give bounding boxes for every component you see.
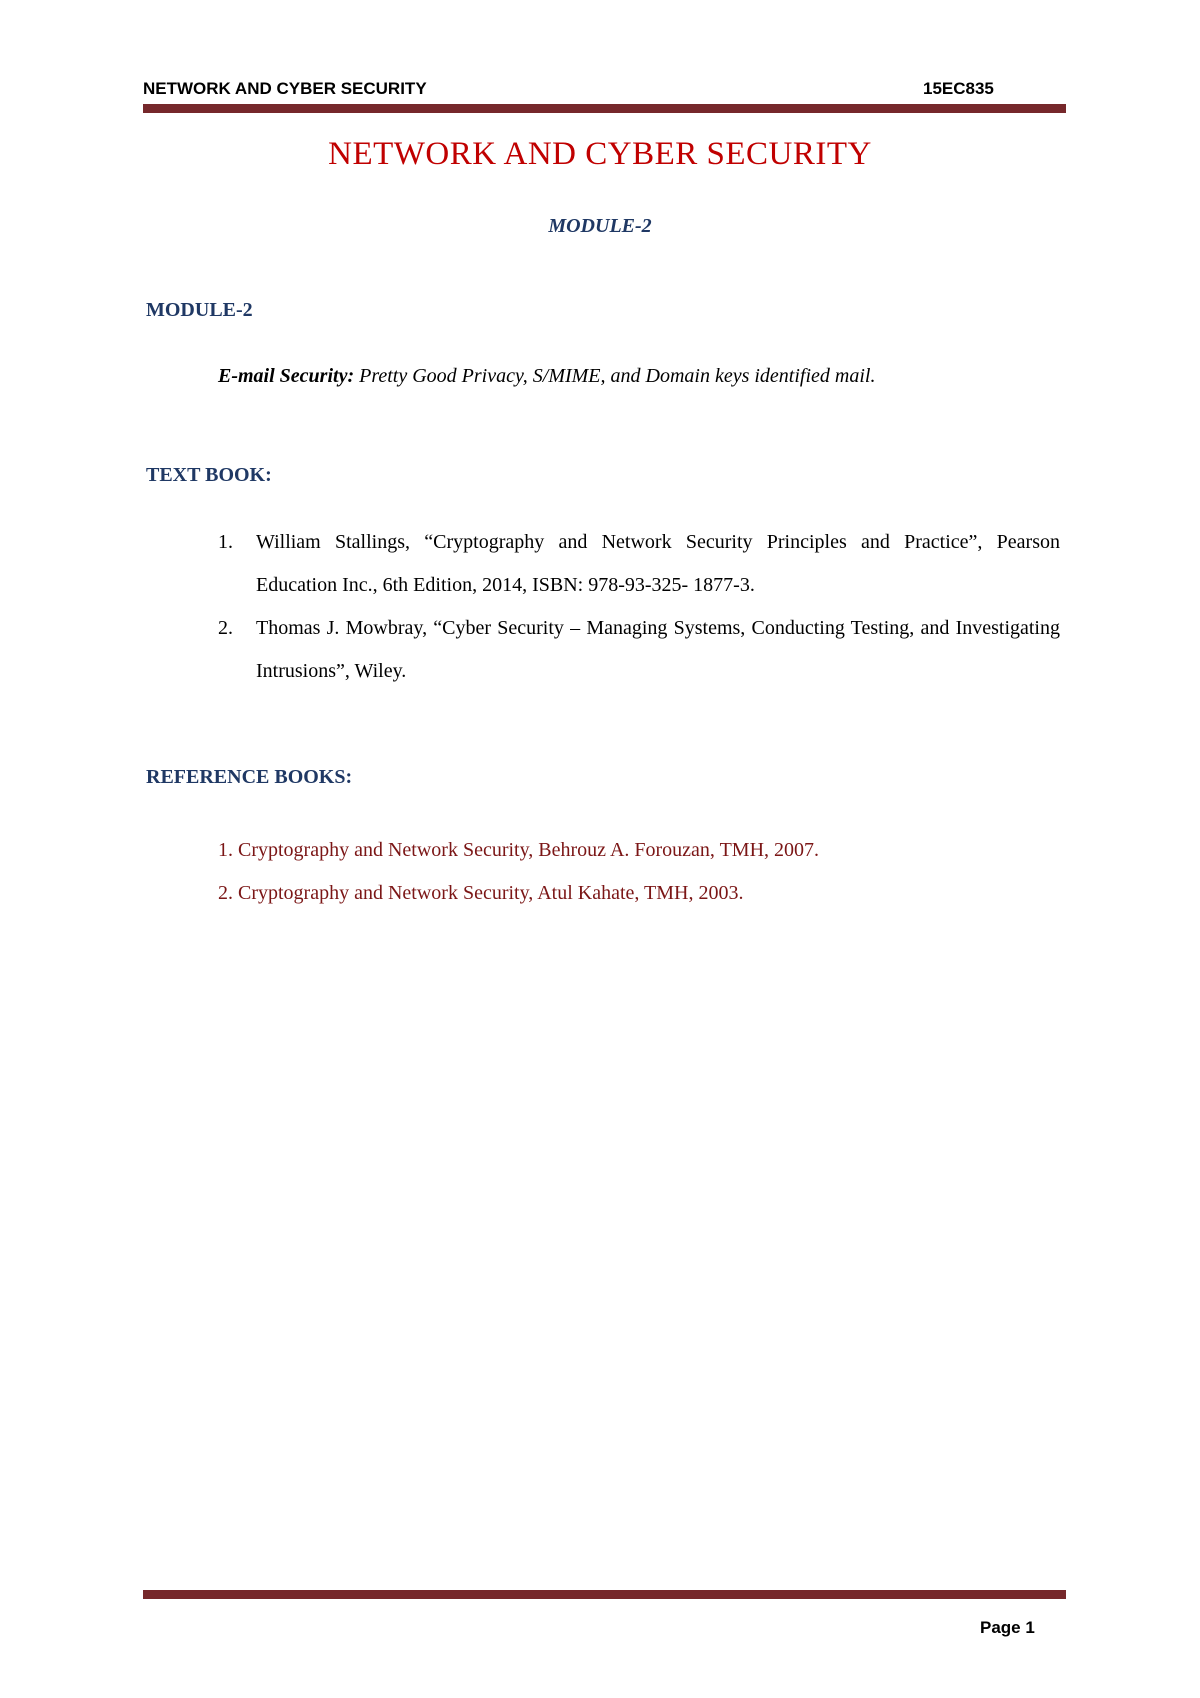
document-title: NETWORK AND CYBER SECURITY xyxy=(328,136,872,172)
header-course-code: 15EC835 xyxy=(923,79,994,98)
header-divider xyxy=(143,104,1066,113)
list-item: 1. Cryptography and Network Security, Behrouz A. Forouzan, TMH, 2007. xyxy=(218,839,820,861)
list-item-number: 2. xyxy=(218,617,233,639)
list-item xyxy=(218,521,1060,607)
page-header xyxy=(143,72,1063,106)
footer-divider xyxy=(143,1590,1066,1599)
reference-books-heading: REFERENCE BOOKS: xyxy=(146,766,353,788)
reference-books-list xyxy=(218,829,1060,915)
header-course-title: NETWORK AND CYBER SECURITY xyxy=(143,79,427,98)
list-item: 2. Cryptography and Network Security, Atul Kahate, TMH, 2003. xyxy=(218,882,744,904)
text-book-list xyxy=(218,521,1060,693)
module-topic-text: Pretty Good Privacy, S/MIME, and Domain keys identified mail. xyxy=(354,365,876,387)
text-book-heading: TEXT BOOK: xyxy=(146,464,272,486)
module-topic-lead: E-mail Security: xyxy=(218,365,355,387)
module-heading: MODULE-2 xyxy=(146,299,253,321)
page-number: Page 1 xyxy=(980,1618,1035,1637)
list-item xyxy=(218,607,1060,693)
document-subtitle: MODULE-2 xyxy=(548,215,652,237)
list-item-text: William Stallings, “Cryptography and Network Security Principles and Practice”, Pearson Education Inc., 6th Edition, 2014, ISBN: 978-93-325- 1877-3. xyxy=(256,531,1060,596)
module-description xyxy=(218,354,1058,398)
list-item-number: 1. xyxy=(218,531,233,553)
list-item-text: Thomas J. Mowbray, “Cyber Security – Managing Systems, Conducting Testing, and Investigating Intrusions”, Wiley. xyxy=(256,617,1060,682)
